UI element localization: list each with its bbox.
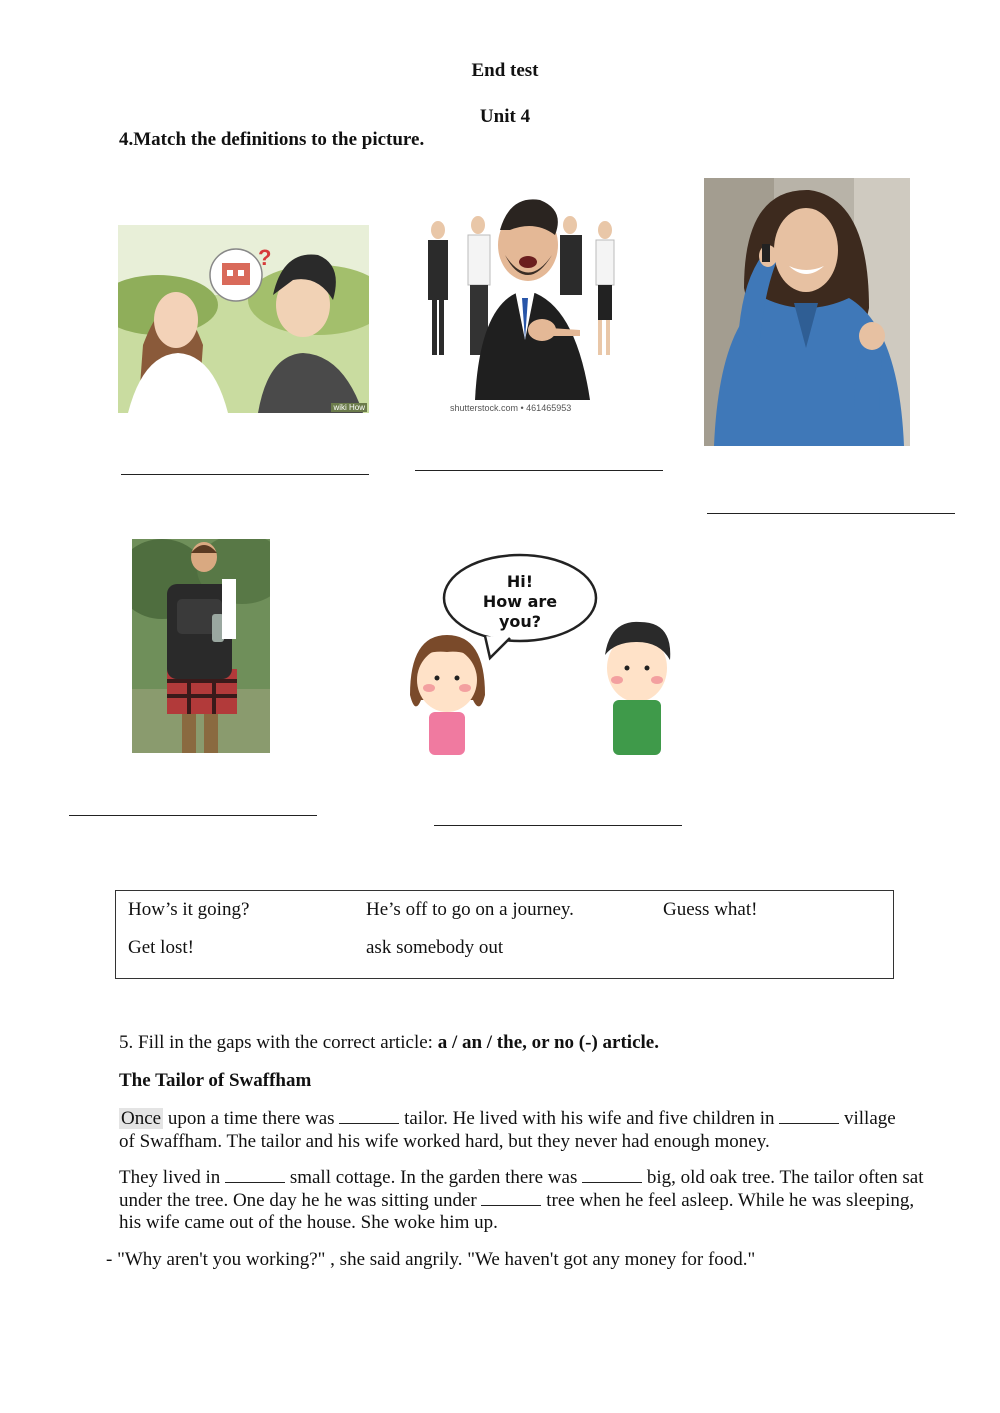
shutterstock-caption: shutterstock.com • 461465953	[450, 403, 572, 413]
picture-angry-boss	[420, 190, 630, 415]
story-word-once: Once	[121, 1108, 162, 1129]
article-gap-1[interactable]	[339, 1109, 399, 1124]
speech-bubble-text	[465, 572, 575, 632]
story-text: upon a time there was	[163, 1108, 340, 1129]
picture-kids-greeting	[405, 550, 680, 755]
expressions-box	[115, 890, 894, 979]
wikihow-watermark: wiki How	[333, 403, 365, 412]
answer-blank-5[interactable]	[434, 825, 682, 826]
story-text: under the tree. One day he he was sitting under	[119, 1189, 482, 1211]
story-title: The Tailor of Swaffham	[119, 1070, 312, 1091]
story-text: village	[839, 1108, 896, 1129]
picture-hiker	[132, 539, 270, 753]
expression-5[interactable]: ask somebody out	[366, 937, 504, 958]
picture-couple	[118, 225, 369, 413]
story-paragraph-2	[119, 1167, 969, 1235]
page-title: End test	[471, 60, 539, 81]
article-gap-4[interactable]	[582, 1168, 642, 1183]
story-text: small cottage. In the garden there was	[285, 1167, 583, 1188]
expression-3[interactable]: Guess what!	[663, 899, 758, 920]
speech-line-1: Hi!	[506, 572, 534, 591]
speech-line-2: How are you?	[482, 592, 558, 631]
picture-woman-phone	[704, 178, 910, 446]
article-gap-3[interactable]	[225, 1168, 285, 1183]
exercise5-instruction-bold: a / an / the, or no (-) article.	[437, 1032, 659, 1053]
answer-blank-4[interactable]	[69, 815, 317, 816]
exercise5-instruction-plain: 5. Fill in the gaps with the correct article:	[119, 1032, 438, 1053]
story-text: tree when he feel asleep. While he was sleeping,	[541, 1189, 915, 1211]
story-text: tailor. He lived with his wife and five children in	[399, 1108, 780, 1129]
story-text: They lived in	[119, 1167, 226, 1188]
expression-4[interactable]: Get lost!	[128, 937, 194, 958]
story-quote: - "Why aren't you working?" , she said angrily. "We haven't got any money for food."	[106, 1249, 756, 1270]
story-text: his wife came out of the house. She woke him up.	[119, 1212, 498, 1233]
answer-blank-3[interactable]	[707, 513, 955, 514]
exercise4-instruction: 4.Match the definitions to the picture.	[119, 129, 425, 150]
exercise5-instruction	[119, 1032, 659, 1054]
unit-label: Unit 4	[479, 106, 531, 127]
story-paragraph-1	[119, 1108, 969, 1153]
expression-1[interactable]: How’s it going?	[128, 899, 250, 920]
svg-text:?: ?	[258, 245, 272, 270]
story-text: big, old oak tree. The tailor often sat	[642, 1167, 924, 1188]
answer-blank-2[interactable]	[415, 470, 663, 471]
article-gap-5[interactable]	[481, 1191, 541, 1206]
expression-2[interactable]: He’s off to go on a journey.	[366, 899, 574, 920]
article-gap-2[interactable]	[779, 1109, 839, 1124]
story-text: of Swaffham. The tailor and his wife worked hard, but they never had enough money.	[119, 1130, 770, 1152]
answer-blank-1[interactable]	[121, 474, 369, 475]
